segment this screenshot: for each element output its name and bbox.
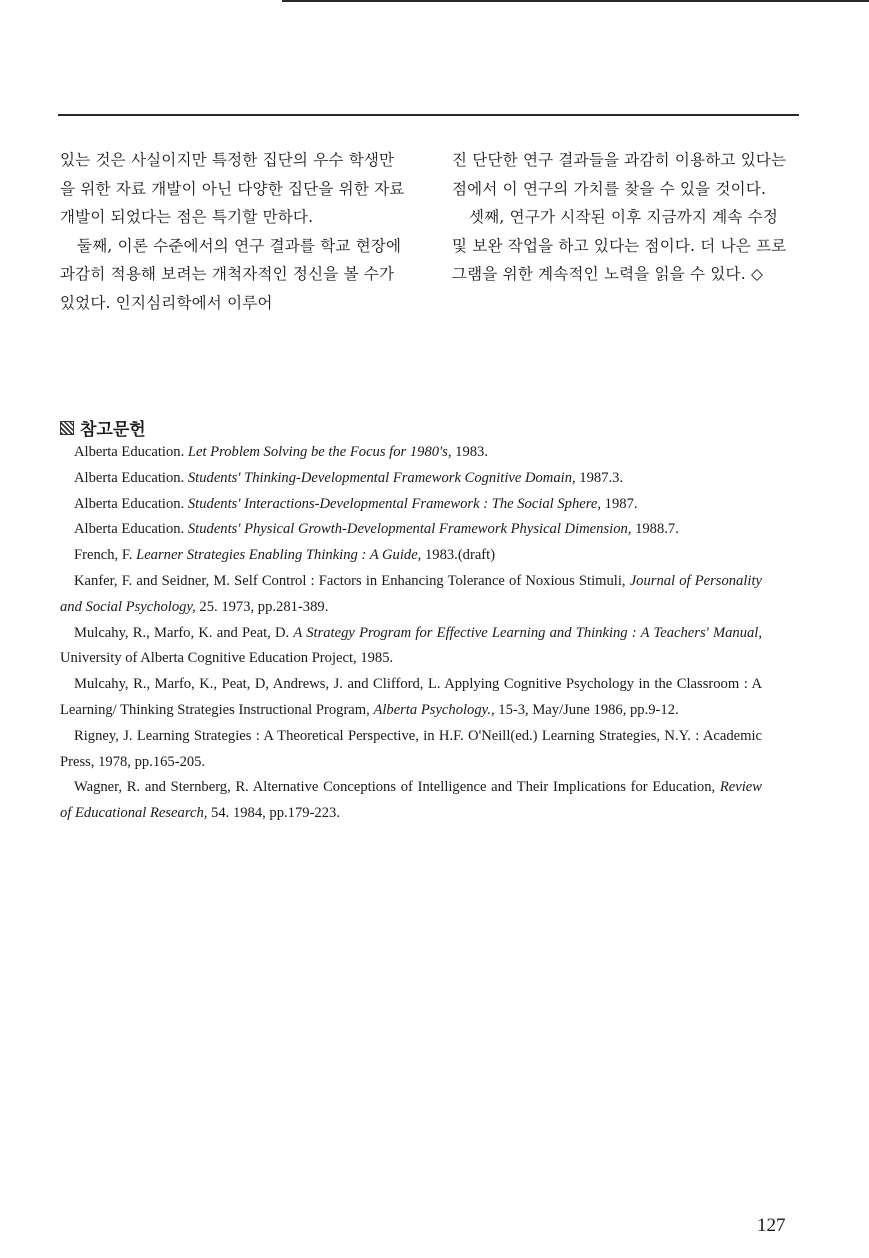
paragraph: 진 단단한 연구 결과들을 과감히 이용하고 있다는 점에서 이 연구의 가치를 찾을 수 있을 것이다. — [452, 151, 787, 198]
reference-entry: Alberta Education. Students' Interactions-Developmental Framework : The Social Sphere, 1987. — [74, 495, 638, 512]
column-top-rule — [58, 114, 799, 116]
reference-entry: Kanfer, F. and Seidner, M. Self Control : Factors in Enhancing Tolerance of Noxious Stimuli, Journal of Personality and Social Psychology, 25. 1973, pp.281-389. — [60, 572, 762, 615]
left-column — [60, 146, 405, 317]
references-list — [60, 440, 762, 827]
paragraph: 있는 것은 사실이지만 특정한 집단의 우수 학생만을 위한 자료 개발이 아닌 다양한 집단을 위한 자료 개발이 되었다는 점은 특기할 만하다. — [60, 151, 405, 226]
reference-entry: Mulcahy, R., Marfo, K., Peat, D, Andrews, J. and Clifford, L. Applying Cognitive Psychology in the Classroom : A Learning/ Thinking Strategies Instructional Program, Alberta Psychology., 15-3, May/June 1986, pp.9-12. — [60, 676, 762, 718]
hatched-square-icon — [60, 421, 74, 435]
reference-entry: Wagner, R. and Sternberg, R. Alternative Conceptions of Intelligence and Their Implications for Education, Review of Educational Research, 54. 1984, pp.179-223. — [60, 779, 762, 822]
references-heading-text: 참고문헌 — [80, 420, 146, 440]
paragraph: 둘째, 이론 수준에서의 연구 결과를 학교 현장에 과감히 적용해 보려는 개척자적인 정신을 볼 수가 있었다. 인지심리학에서 이루어 — [60, 236, 402, 312]
reference-entry: Alberta Education. Let Problem Solving be the Focus for 1980's, 1983. — [74, 444, 488, 460]
top-rule — [282, 0, 869, 2]
reference-entry: French, F. Learner Strategies Enabling Thinking : A Guide, 1983.(draft) — [74, 547, 496, 564]
right-column — [452, 146, 797, 289]
paragraph: 셋째, 연구가 시작된 이후 지금까지 계속 수정 및 보완 작업을 하고 있다는 점이다. 더 나은 프로그램을 위한 계속적인 노력을 읽을 수 있다. ◇ — [452, 208, 787, 283]
references-heading — [60, 415, 146, 440]
reference-entry: Rigney, J. Learning Strategies : A Theoretical Perspective, in H.F. O'Neill(ed.) Learning Strategies, N.Y. : Academic Press, 1978, pp.165-205. — [60, 727, 762, 770]
reference-entry: Mulcahy, R., Marfo, K. and Peat, D. A Strategy Program for Effective Learning and Thinking : A Teachers' Manual, University of Alberta Cognitive Education Project, 1985. — [60, 624, 762, 667]
page-number: 127 — [757, 1215, 786, 1236]
reference-entry: Alberta Education. Students' Thinking-Developmental Framework Cognitive Domain, 1987.3. — [74, 469, 624, 486]
reference-entry: Alberta Education. Students' Physical Growth-Developmental Framework Physical Dimension, 1988.7. — [74, 521, 679, 538]
